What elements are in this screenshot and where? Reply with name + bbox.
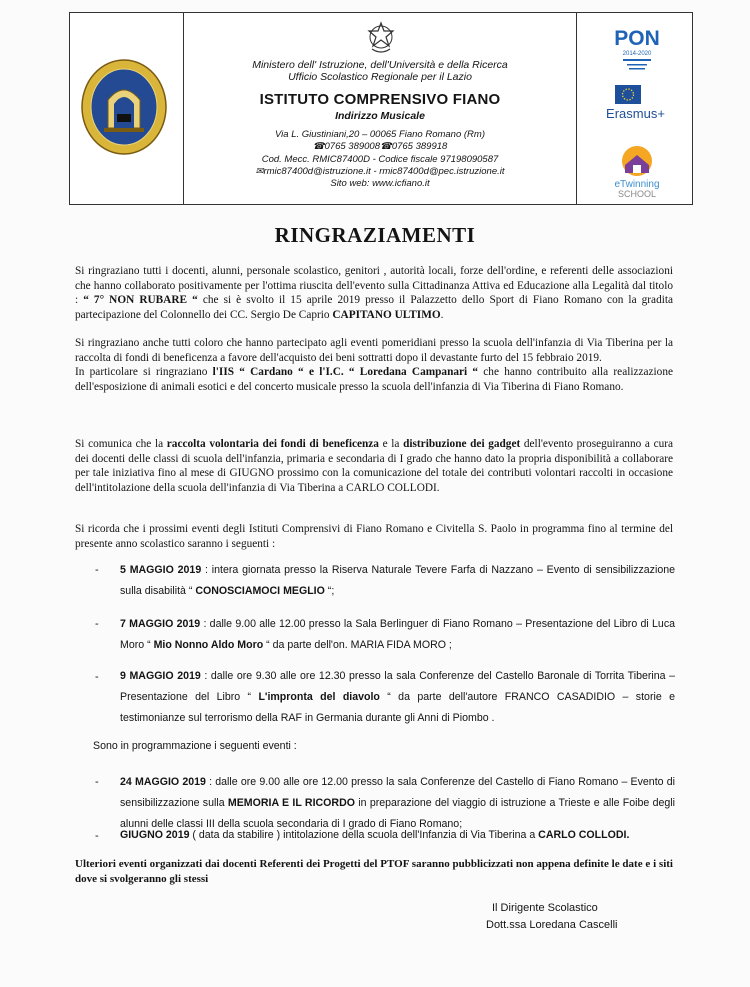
paragraph-2: Si ringraziano anche tutti coloro che hanno partecipato agli eventi pomeridiani presso la scuola dell'infanzia di Via Tiberina per la raccolta di fondi di beneficenza a favore dell'acquisto dei beni sottratti dopo il devastante furto del 15 febbraio 2019. In particolare si ringraziano l'IIS “ Cardano “ e l'I.C. “ Loredana Campanari “ che hanno contribuito alla realizzazione dell'esposizione di animali esotici e del concerto musicale presso la scuola dell'infanzia di Via Tiberina di Fiano Romano. <box>75 337 673 393</box>
eu-flag-icon <box>615 85 641 104</box>
list-item: 24 MAGGIO 2019 : dalle ore 9.00 alle ore 12.00 presso la sala Conferenze del Castello di Fiano Romano – Evento di sensibilizzazione sulla MEMORIA E IL RICORDO in preparazione del viaggio di istruzione a Trieste e alle Foibe degli alunni delle classi III della scuola secondaria di I grado di Fiano Romano; <box>120 776 676 830</box>
programming-intro: Sono in programmazione i seguenti eventi : <box>93 740 297 752</box>
paragraph-1: Si ringraziano tutti i docenti, alunni, personale scolastico, genitori , autorità locali, forze dell'ordine, e referenti delle associazioni che hanno collaborato positivamente per l'ottima riuscita dell'evento sulla Cittadinanza Attiva ed Educazione alla Legalità dal titolo : “ 7° NON RUBARE “ che si è svolto il 15 aprile 2019 presso il Palazzetto dello Sport di Fiano Romano con la gradita partecipazione del Colonnello dei CC. Sergio De Caprio CAPITANO ULTIMO. <box>75 265 674 321</box>
logo-column <box>577 13 694 206</box>
erasmus-logo: Erasmus+ <box>606 106 665 121</box>
list-dash: - <box>95 830 99 842</box>
svg-text:eTwinning: eTwinning <box>614 179 660 190</box>
school-seal-icon <box>80 58 168 156</box>
website: Sito web: www.icfiano.it <box>330 178 430 190</box>
signature-name: Dott.ssa Loredana Cascelli <box>486 919 618 931</box>
svg-text:2014-2020: 2014-2020 <box>622 51 652 57</box>
list-item: 9 MAGGIO 2019 : dalle ore 9.30 alle ore 12.30 presso la sala Conferenze del Castello Baronale di Torrita Tiberina – Presentazione del Libro “ L'impronta del diavolo “ da parte dell'autore FRANCO CASADIDIO – storie e testimonianze sul terrorismo della RAF in Germania durante gli Anni di Piombo . <box>120 670 676 724</box>
address: Via L. Giustiniani,20 – 00065 Fiano Romano (Rm) <box>275 129 485 140</box>
list-dash: - <box>95 618 99 630</box>
phone: ☎0765 389008☎0765 389918 <box>312 141 448 153</box>
etwinning-logo-icon <box>607 141 667 201</box>
paragraph-3: Si comunica che la raccolta volontaria dei fondi di beneficenza e la distribuzione dei gadget dell'evento proseguiranno a cura dei docenti delle classi di scuola dell'infanzia, primaria e secondaria di I grado che hanno dato la propria disponibilità a collaborare per tale iniziativa fino al mese di GIUGNO prossimo con la comunicazione del totale dei contributi volontari raccolti in occasione dell'intitolazione della scuola dell'infanzia di Via Tiberina a CARLO COLLODI. <box>75 438 674 494</box>
svg-text:PON: PON <box>614 27 660 50</box>
codes: Cod. Mecc. RMIC87400D - Codice fiscale 97198090587 <box>261 153 499 165</box>
list-item: 7 MAGGIO 2019 : dalle 9.00 alle 12.00 presso la Sala Berlinguer di Fiano Romano – Presentazione del Libro di Luca Moro “ Mio Nonno Aldo Moro “ da parte dell'on. MARIA FIDA MORO ; <box>120 618 676 651</box>
list-item: GIUGNO 2019 ( data da stabilire ) intitolazione della scuola dell'Infanzia di Via Tiberina a CARLO COLLODI. <box>120 829 630 841</box>
emails: ✉rmic87400d@istruzione.it - rmic87400d@pec.istruzione.it <box>255 165 505 177</box>
paragraph-4: Si ricorda che i prossimi eventi degli Istituti Comprensivi di Fiano Romano e Civitella S. Paolo in programma fino al termine del presente anno scolastico saranno i seguenti : <box>75 523 673 550</box>
page-title: RINGRAZIAMENTI <box>274 223 476 247</box>
list-item: 5 MAGGIO 2019 : intera giornata presso la Riserva Naturale Tevere Farfa di Nazzano – Evento di sensibilizzazione sulla disabilità “ CONOSCIAMOCI MEGLIO “; <box>120 564 676 597</box>
republic-emblem-icon <box>366 21 396 55</box>
closing-note: Ulteriori eventi organizzati dai docenti Referenti dei Progetti del PTOF saranno pubblicizzati non appena definite le date e i siti dove si svolgeranno gli stessi <box>75 858 673 885</box>
pon-logo-icon <box>607 21 667 79</box>
school-name: ISTITUTO COMPRENSIVO FIANO <box>259 91 501 108</box>
ministry-text: Ministero dell' Istruzione, dell'Università e della Ricerca Ufficio Scolastico Regionale per il Lazio <box>252 59 508 83</box>
svg-text:SCHOOL: SCHOOL <box>617 189 657 199</box>
indirizzo-label: Indirizzo Musicale <box>335 110 425 122</box>
signature-role: Il Dirigente Scolastico <box>492 902 598 914</box>
list-dash: - <box>95 671 99 683</box>
contact-block <box>184 129 576 190</box>
letterhead <box>69 12 693 205</box>
list-dash: - <box>95 776 99 788</box>
list-dash: - <box>95 564 99 576</box>
